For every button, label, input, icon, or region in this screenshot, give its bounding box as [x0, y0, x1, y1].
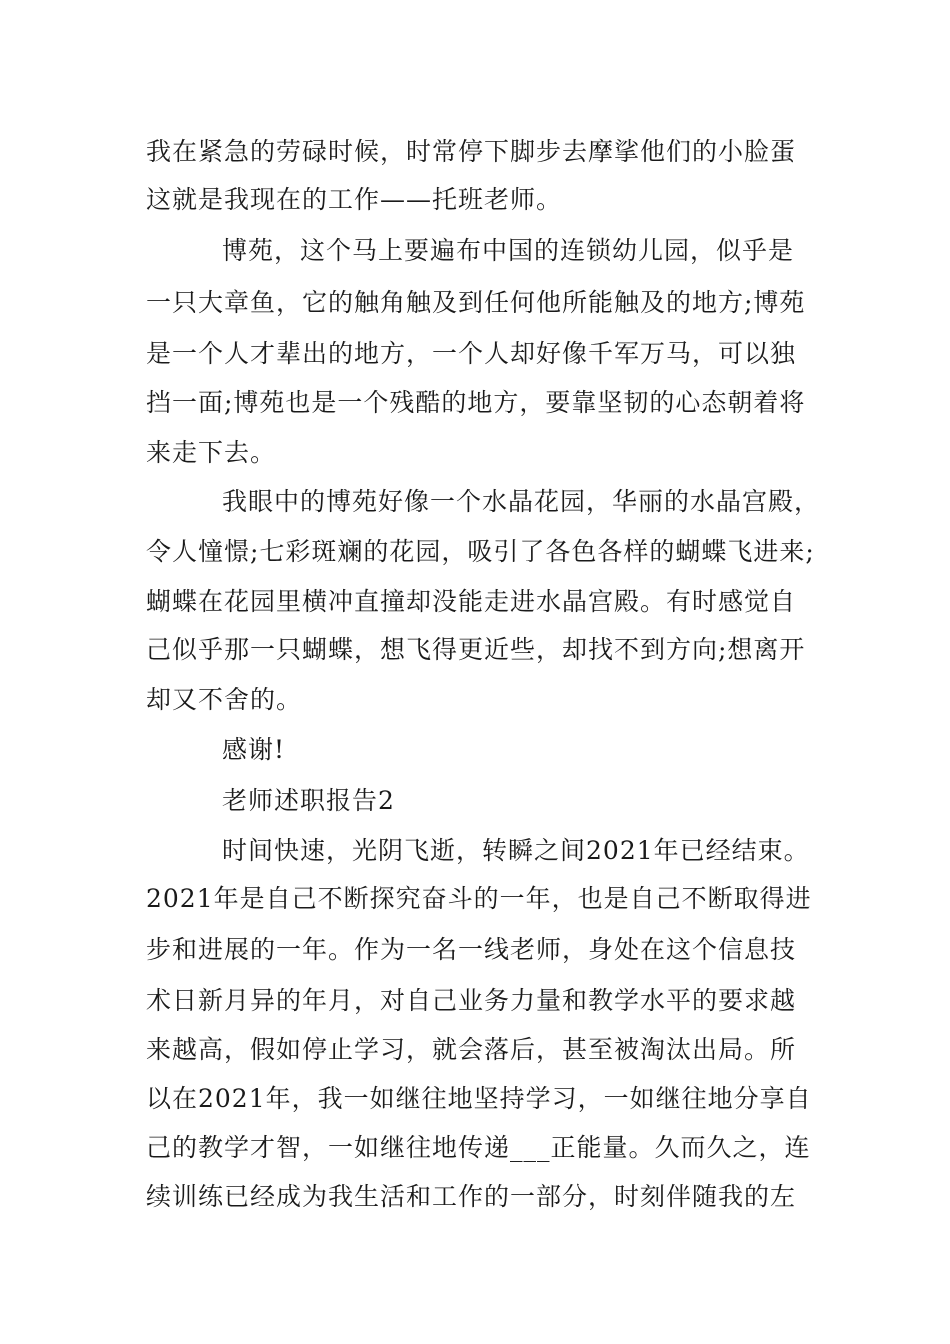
- paragraph-start: 我眼中的博苑好像一个水晶花园，华丽的水晶宫殿，: [222, 487, 821, 516]
- text-line: 来越高，假如停止学习，就会落后，甚至被淘汰出局。所: [146, 1035, 797, 1064]
- text-line: 来走下去。: [146, 438, 277, 467]
- text-line: 步和进展的一年。作为一名一线老师，身处在这个信息技: [146, 935, 797, 964]
- text-line: 一只大章鱼，它的触角触及到任何他所能触及的地方;博苑: [146, 288, 806, 317]
- text-line: 是一个人才辈出的地方，一个人却好像千军万马，可以独: [146, 339, 797, 368]
- text-line: 己的教学才智，一如继往地传递___正能量。久而久之，连: [146, 1133, 811, 1162]
- text-line: 2021年是自己不断探究奋斗的一年，也是自己不断取得进: [146, 884, 812, 913]
- paragraph-start: 博苑，这个马上要遍布中国的连锁幼儿园，似乎是: [222, 236, 795, 265]
- text-line: 我在紧急的劳碌时候，时常停下脚步去摩挲他们的小脸蛋: [146, 137, 797, 166]
- text-line: 己似乎那一只蝴蝶，想飞得更近些，却找不到方向;想离开: [146, 635, 806, 664]
- text-line: 以在2021年，我一如继往地坚持学习，一如继往地分享自: [146, 1084, 812, 1113]
- text-line: 令人憧憬;七彩斑斓的花园，吸引了各色各样的蝴蝶飞进来;: [146, 537, 815, 566]
- text-line: 这就是我现在的工作——托班老师。: [146, 185, 563, 214]
- text-line: 却又不舍的。: [146, 685, 303, 714]
- text-line: 术日新月异的年月，对自己业务力量和教学水平的要求越: [146, 986, 797, 1015]
- section-title: 老师述职报告2: [222, 786, 395, 815]
- text-line: 挡一面;博苑也是一个残酷的地方，要靠坚韧的心态朝着将: [146, 388, 806, 417]
- text-line: 续训练已经成为我生活和工作的一部分，时刻伴随我的左: [146, 1182, 797, 1211]
- paragraph-start: 时间快速，光阴飞逝，转瞬之间2021年已经结束。: [222, 836, 810, 865]
- closing-line: 感谢!: [222, 735, 286, 764]
- text-line: 蝴蝶在花园里横冲直撞却没能走进水晶宫殿。有时感觉自: [146, 587, 797, 616]
